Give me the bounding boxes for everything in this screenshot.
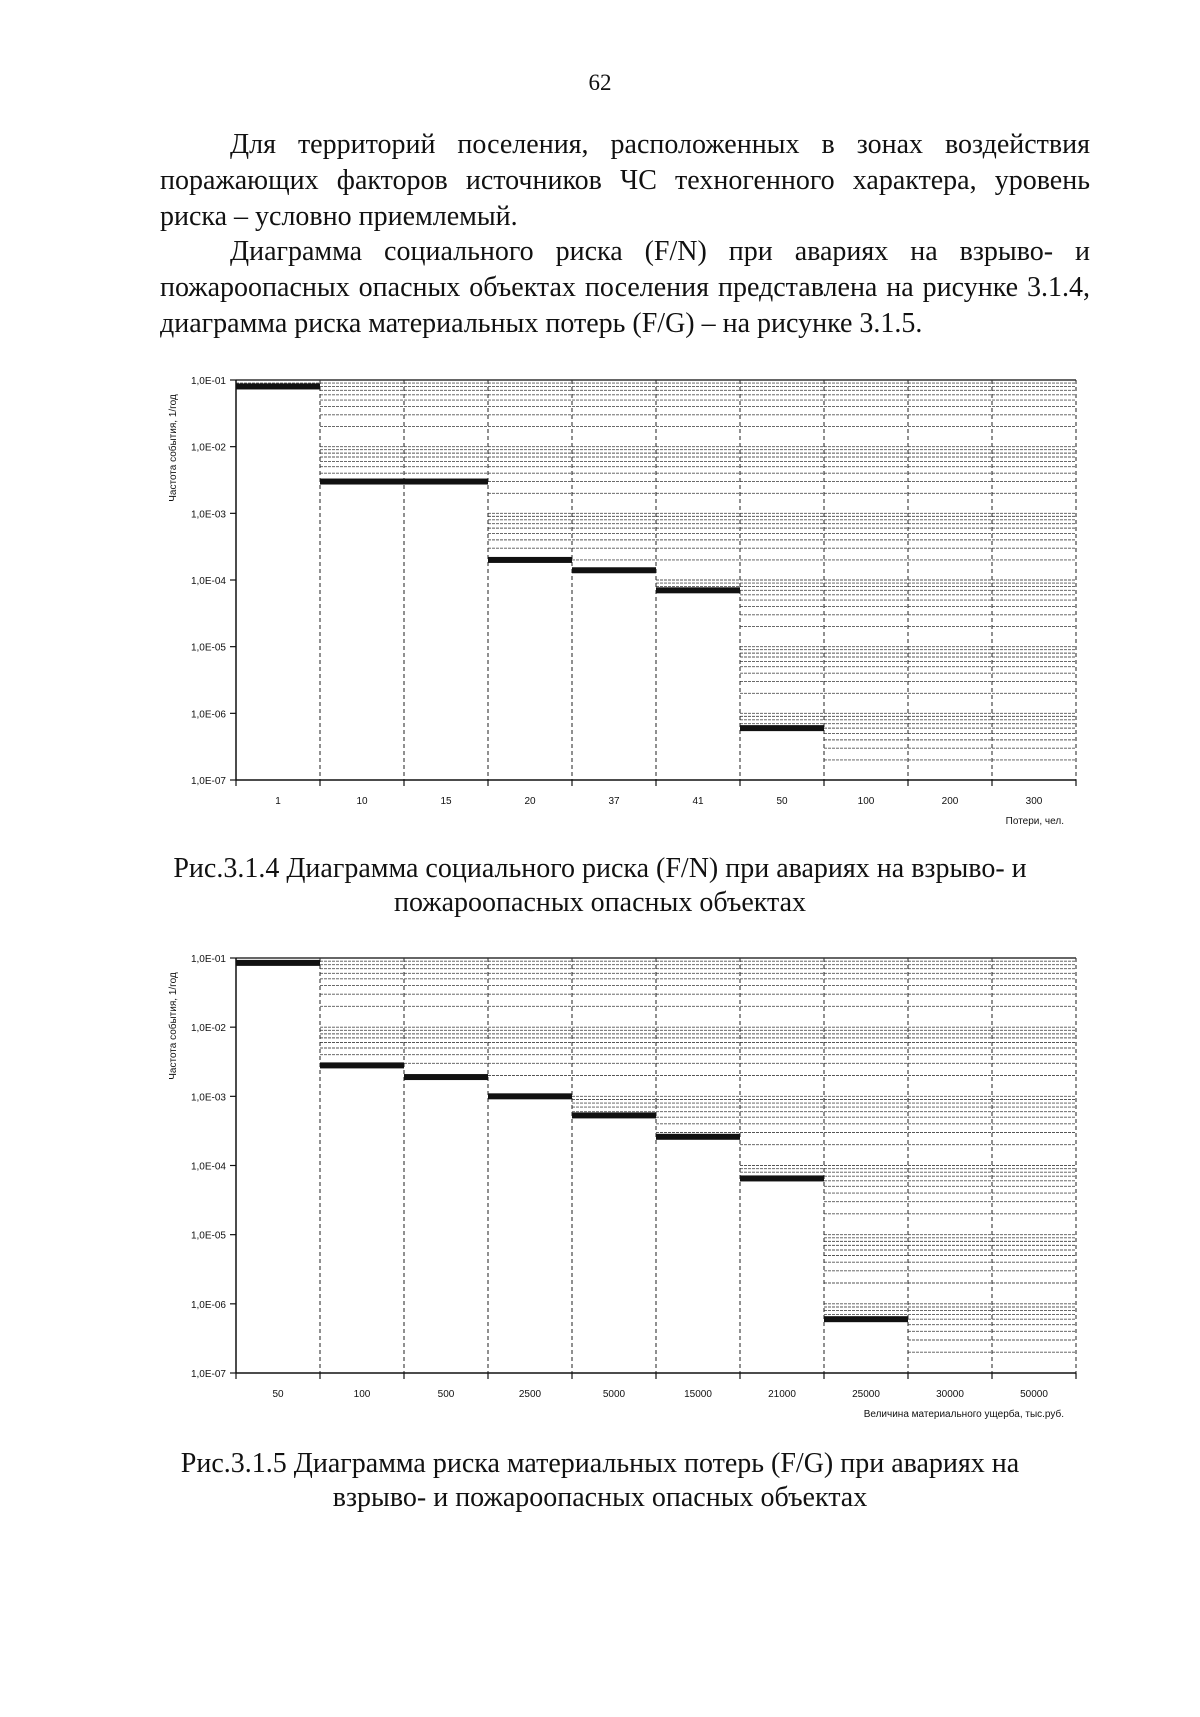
- c2-grid-column: [320, 958, 404, 1373]
- c1-y-tick-label: 1,0E-01: [190, 376, 226, 387]
- c2-grid-column: [992, 958, 1076, 1373]
- c1-y-tick-label: 1,0E-04: [190, 576, 226, 587]
- c2-step-bar: [740, 1175, 824, 1181]
- c2-step-bar: [320, 1062, 404, 1068]
- c1-grid-column: [992, 380, 1076, 780]
- c1-x-tick-label: 200: [941, 796, 959, 807]
- c2-x-tick-label: 5000: [602, 1389, 626, 1400]
- c2-step-bar: [488, 1093, 572, 1099]
- c1-grid-column: [320, 380, 404, 780]
- c1-x-tick-label: 1: [275, 796, 281, 807]
- c1-y-tick-label: 1,0E-07: [190, 776, 226, 787]
- c1-x-tick-label: 20: [524, 796, 536, 807]
- c1-step-bar: [740, 725, 824, 731]
- c1-step-bar: [656, 587, 740, 593]
- paragraph-diagram-reference: Диаграмма социального риска (F/N) при авариях на взрыво- и пожароопасных опасных объектах поселения представлена на рисунке 3.1.4, диаграмма риска материальных потерь (F/G) – на рисунке 3.1.5.: [160, 236, 1090, 339]
- c2-grid-column: [740, 958, 824, 1373]
- chart-material-loss-fg: [0, 945, 1200, 1445]
- c2-x-tick-label: 30000: [936, 1389, 964, 1400]
- c1-step-bar: [488, 557, 572, 563]
- c2-grid-column: [488, 958, 572, 1373]
- c2-step-bar: [404, 1074, 488, 1080]
- c2-x-tick-label: 25000: [852, 1389, 880, 1400]
- c1-step-bar: [572, 567, 656, 573]
- c1-grid-column: [824, 380, 908, 780]
- c2-y-tick-label: 1,0E-07: [190, 1369, 226, 1380]
- c2-y-axis-label: Частота события, 1/год: [168, 972, 179, 1080]
- c1-step-bar: [320, 479, 404, 485]
- c2-step-bar: [824, 1316, 908, 1322]
- c2-x-tick-label: 500: [437, 1389, 455, 1400]
- c1-grid-column: [488, 380, 572, 780]
- c1-step-bar: [236, 383, 320, 389]
- figure-caption-3-1-4: Рис.3.1.4 Диаграмма социального риска (F/N) при авариях на взрыво- и пожароопасных опасных объектах: [173, 853, 1027, 918]
- c1-grid-column: [908, 380, 992, 780]
- figure-caption-3-1-5: Рис.3.1.5 Диаграмма риска материальных потерь (F/G) при авариях на взрыво- и пожароопасных опасных объектах: [180, 1448, 1020, 1513]
- c1-grid-column: [404, 380, 488, 780]
- c2-y-tick-label: 1,0E-06: [190, 1299, 226, 1311]
- c2-grid-column: [572, 958, 656, 1373]
- c1-y-tick-label: 1,0E-06: [190, 709, 226, 721]
- c2-y-tick-label: 1,0E-03: [190, 1092, 226, 1104]
- c2-x-tick-label: 50000: [1020, 1389, 1048, 1400]
- c2-grid-column: [404, 958, 488, 1373]
- c2-y-tick-label: 1,0E-01: [190, 954, 226, 965]
- c1-y-axis-label: Частота события, 1/год: [168, 394, 179, 502]
- c1-x-tick-label: 300: [1025, 796, 1043, 807]
- c1-x-tick-label: 41: [692, 796, 704, 807]
- c2-x-tick-label: 100: [353, 1389, 371, 1400]
- c2-grid-column: [824, 958, 908, 1373]
- page-number: 62: [588, 70, 612, 95]
- c1-y-tick-label: 1,0E-03: [190, 509, 226, 521]
- c1-grid-column: [572, 380, 656, 780]
- c2-y-tick-label: 1,0E-02: [190, 1023, 226, 1035]
- c1-x-axis-label: Потери, чел.: [1005, 816, 1064, 827]
- c1-x-tick-label: 100: [857, 796, 875, 807]
- c2-grid-column: [656, 958, 740, 1373]
- c1-grid-column: [656, 380, 740, 780]
- c2-x-tick-label: 50: [272, 1389, 284, 1400]
- paragraph-risk-level: Для территорий поселения, расположенных в зонах воздействия поражающих факторов источников ЧС техногенного характера, уровень риска – условно приемлемый.: [160, 129, 1090, 232]
- c1-x-tick-label: 37: [608, 796, 620, 807]
- c2-x-tick-label: 21000: [768, 1389, 796, 1400]
- c1-grid-column: [740, 380, 824, 780]
- c2-x-tick-label: 2500: [518, 1389, 542, 1400]
- c1-x-tick-label: 15: [440, 796, 452, 807]
- c2-y-tick-label: 1,0E-04: [190, 1161, 226, 1173]
- c1-x-tick-label: 10: [356, 796, 368, 807]
- c2-x-axis-label: Величина материального ущерба, тыс.руб.: [863, 1409, 1064, 1420]
- c1-x-tick-label: 50: [776, 796, 788, 807]
- c2-x-tick-label: 15000: [684, 1389, 712, 1400]
- c1-y-tick-label: 1,0E-05: [190, 642, 226, 654]
- c2-step-bar: [656, 1134, 740, 1140]
- c1-y-tick-label: 1,0E-02: [190, 442, 226, 454]
- c2-y-tick-label: 1,0E-05: [190, 1230, 226, 1242]
- c2-grid-column: [908, 958, 992, 1373]
- c2-step-bar: [572, 1112, 656, 1118]
- c2-step-bar: [236, 960, 320, 966]
- chart-social-risk-fn: [0, 360, 1200, 850]
- c1-step-bar: [404, 479, 488, 485]
